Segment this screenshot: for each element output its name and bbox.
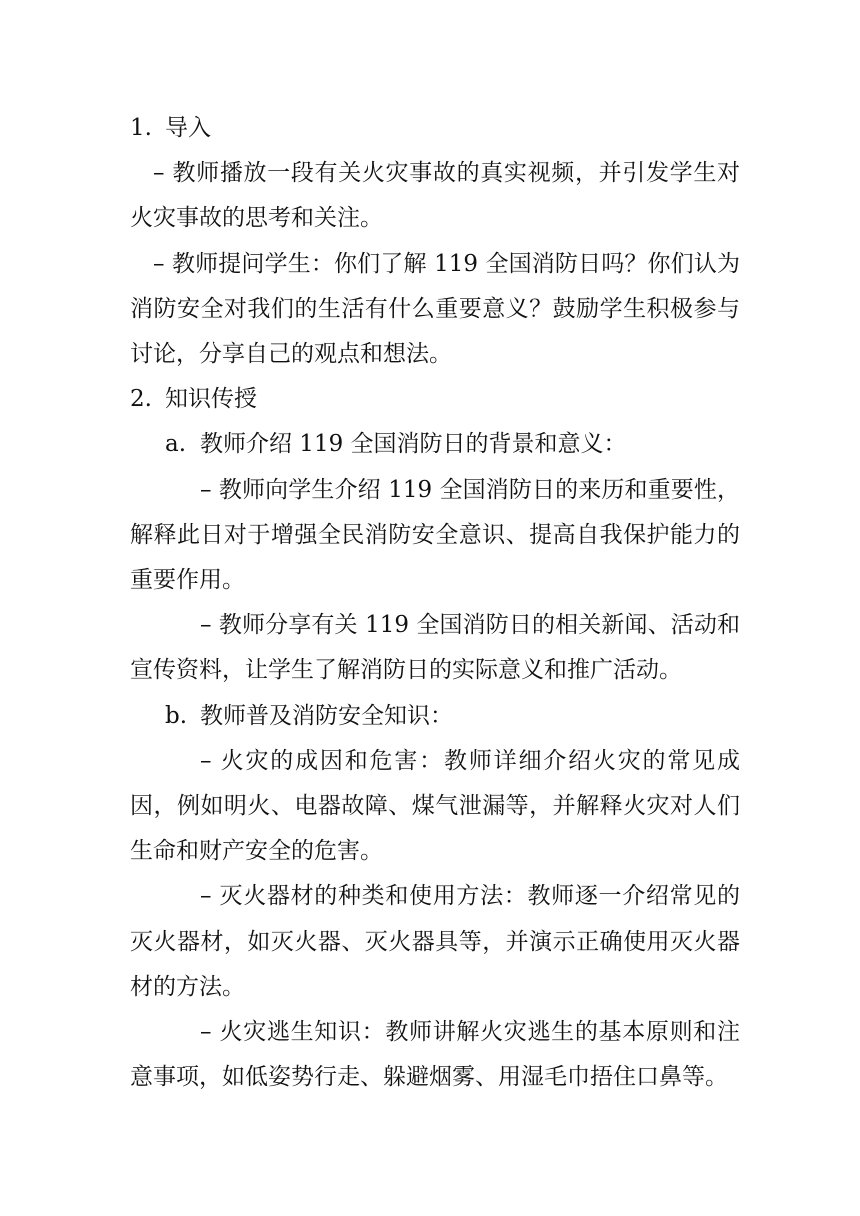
- paragraph: – 教师播放一段有关火灾事故的真实视频，并引发学生对火灾事故的思考和关注。: [130, 160, 740, 232]
- paragraph: – 火灾逃生知识：教师讲解火灾逃生的基本原则和注意事项，如低姿势行走、躲避烟雾、用湿毛巾捂住口鼻等。: [130, 1019, 740, 1091]
- document-body: [130, 106, 740, 1100]
- paragraph: – 教师分享有关 119 全国消防日的相关新闻、活动和宣传资料，让学生了解消防日的实际意义和推广活动。: [130, 612, 740, 684]
- subsection-label: b.: [165, 702, 188, 729]
- paragraph: – 灭火器材的种类和使用方法：教师逐一介绍常见的灭火器材，如灭火器、灭火器具等，并演示正确使用灭火器材的方法。: [130, 883, 740, 1000]
- paragraph: – 火灾的成因和危害：教师详细介绍火灾的常见成因，例如明火、电器故障、煤气泄漏等，并解释火灾对人们生命和财产安全的危害。: [130, 747, 740, 865]
- section-heading: [130, 377, 740, 422]
- paragraph: – 教师提问学生：你们了解 119 全国消防日吗？你们认为消防安全对我们的生活有什么重要意义？鼓励学生积极参与讨论，分享自己的观点和想法。: [130, 250, 740, 368]
- subsection-heading: [130, 422, 740, 467]
- section-number: 1.: [130, 115, 152, 141]
- subsection-heading: [130, 694, 740, 739]
- section-number: 2.: [130, 386, 152, 413]
- section-heading: [130, 106, 740, 151]
- subsection-title: 教师介绍 119 全国消防日的背景和意义：: [200, 431, 627, 458]
- subsection-title: 教师普及消防安全知识：: [200, 702, 453, 729]
- section-title: 知识传授: [165, 386, 257, 413]
- subsection-label: a.: [165, 431, 187, 458]
- paragraph: – 教师向学生介绍 119 全国消防日的来历和重要性，解释此日对于增强全民消防安全意识、提高自我保护能力的重要作用。: [130, 476, 740, 594]
- section-title: 导入: [165, 115, 211, 141]
